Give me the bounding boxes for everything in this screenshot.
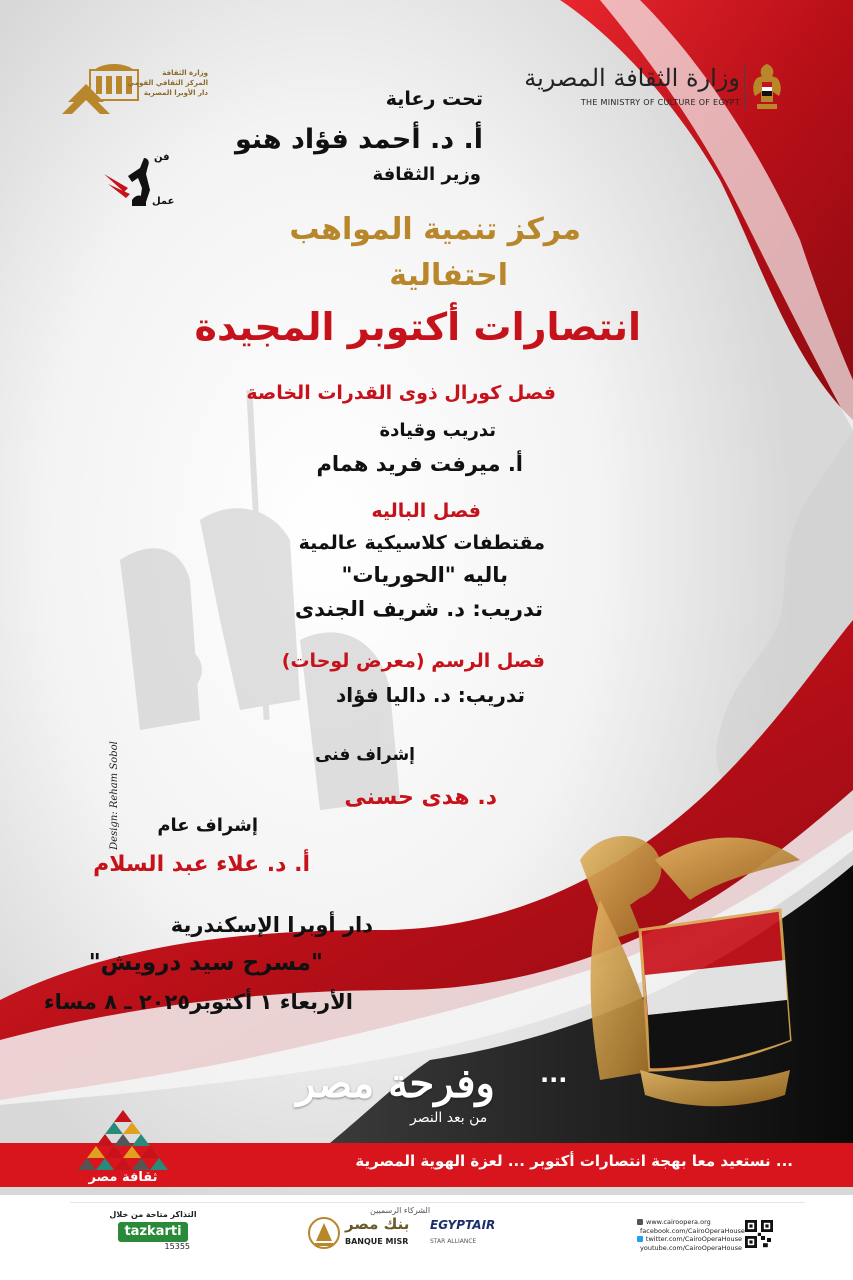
opera-line-1: وزارة الثقافة xyxy=(162,69,208,77)
globe-icon xyxy=(637,1219,643,1225)
under-patronage-label: تحت رعاية xyxy=(385,88,483,110)
banque-misr-en: BANQUE MISR xyxy=(345,1237,409,1246)
choir-role: تدريب وقيادة xyxy=(379,420,496,441)
egyptair-name: EGYPTAIR xyxy=(430,1218,496,1232)
ballet-section-title: فصل الباليه xyxy=(371,500,481,522)
qr-code-icon[interactable] xyxy=(745,1220,773,1248)
tazkarti-block[interactable] xyxy=(98,1210,208,1265)
event-datetime: الأربعاء ١ أكتوبر٢٠٢٥ ـ ٨ مساء xyxy=(43,990,353,1014)
pyramid-mosaic-icon xyxy=(68,1108,178,1170)
drawing-section-title: فصل الرسم (معرض لوحات) xyxy=(281,650,545,672)
opera-logo-text xyxy=(127,68,208,98)
twitter-icon xyxy=(637,1236,643,1242)
general-supervisor-name: أ. د. علاء عبد السلام xyxy=(93,852,310,877)
organizer-heading: مركز تنمية المواهب xyxy=(289,212,581,247)
banque-misr-emblem-icon xyxy=(307,1215,341,1253)
social-youtube[interactable]: youtube.com/CairoOperaHouse xyxy=(640,1243,742,1252)
ballet-trainer: تدريب: د. شريف الجندى xyxy=(294,597,543,621)
tazkarti-logo[interactable]: tazkarti xyxy=(118,1222,188,1242)
social-facebook[interactable]: facebook.com/CairoOperaHouse xyxy=(640,1226,745,1235)
opera-line-3: دار الأوبرا المصرية xyxy=(143,89,208,97)
opera-building-icon xyxy=(60,62,148,120)
fan-amal-logo xyxy=(92,152,182,212)
ministry-name-ar: وزارة الثقافة المصرية xyxy=(524,64,740,92)
minister-name: أ. د. أحمد فؤاد هنو xyxy=(234,124,483,155)
fan-logo-top-text: فن xyxy=(154,152,170,163)
fan-logo-bottom-text: عمل xyxy=(152,196,175,207)
social-website[interactable]: www.cairoopera.org xyxy=(637,1218,742,1227)
opera-line-2: المركز الثقافي القومي xyxy=(127,79,208,87)
social-links xyxy=(637,1218,745,1258)
venue-theatre: "مسرح سيد درويش" xyxy=(88,950,323,976)
slogan-sub: من بعد النصر xyxy=(410,1110,488,1126)
opera-house-logo xyxy=(60,62,210,120)
thaqafa-masr-logo xyxy=(68,1108,178,1190)
social-twitter[interactable]: twitter.com/CairoOperaHouse xyxy=(637,1235,742,1244)
banque-misr-logo[interactable] xyxy=(305,1215,425,1255)
slogan-dots: ... xyxy=(540,1060,568,1088)
event-type-heading: احتفالية xyxy=(389,258,508,293)
star-alliance-label: STAR ALLIANCE xyxy=(430,1238,477,1245)
partners-label: الشركاء الرسميين xyxy=(370,1206,431,1215)
tazkarti-number: 15355 xyxy=(164,1242,190,1251)
choir-lead-name: أ. ميرفت فريد همام xyxy=(316,452,523,476)
tickets-note: التذاكر متاحة من خلال xyxy=(109,1210,197,1219)
designer-credit: Design: Reham Sobol xyxy=(108,741,120,850)
ballet-name: باليه "الحوريات" xyxy=(341,563,508,587)
general-supervision-label: إشراف عام xyxy=(157,815,258,836)
ministry-of-culture-logo xyxy=(524,62,785,114)
choir-section-title: فصل كورال ذوى القدرات الخاصة xyxy=(246,382,556,404)
artistic-supervision-label: إشراف فنى xyxy=(315,745,415,765)
ballet-description: مقتطفات كلاسيكية عالمية xyxy=(298,532,545,554)
venue-house: دار أوبرا الإسكندرية xyxy=(170,913,373,937)
egyptair-logo[interactable] xyxy=(430,1218,510,1252)
event-title: انتصارات أكتوبر المجيدة xyxy=(194,305,641,349)
slogan-main: وفرحة مصر xyxy=(296,1060,495,1107)
eagle-crest-icon xyxy=(749,62,785,112)
thaqafa-masr-label: ثقافة مصر xyxy=(88,1170,158,1185)
artistic-supervisor-name: د. هدى حسنى xyxy=(344,785,497,810)
ministry-divider xyxy=(744,66,745,110)
banque-misr-ar: بنك مصر xyxy=(345,1215,410,1233)
ministry-name-en: THE MINISTRY OF CULTURE OF EGYPT xyxy=(580,98,740,107)
minister-title: وزير الثقافة xyxy=(372,164,481,185)
banner-text: ... نستعيد معا بهجة انتصارات أكتوبر ... لعزة الهوية المصرية xyxy=(355,1152,793,1170)
slogan xyxy=(290,1052,590,1132)
drawing-trainer: تدريب: د. داليا فؤاد xyxy=(335,683,525,707)
